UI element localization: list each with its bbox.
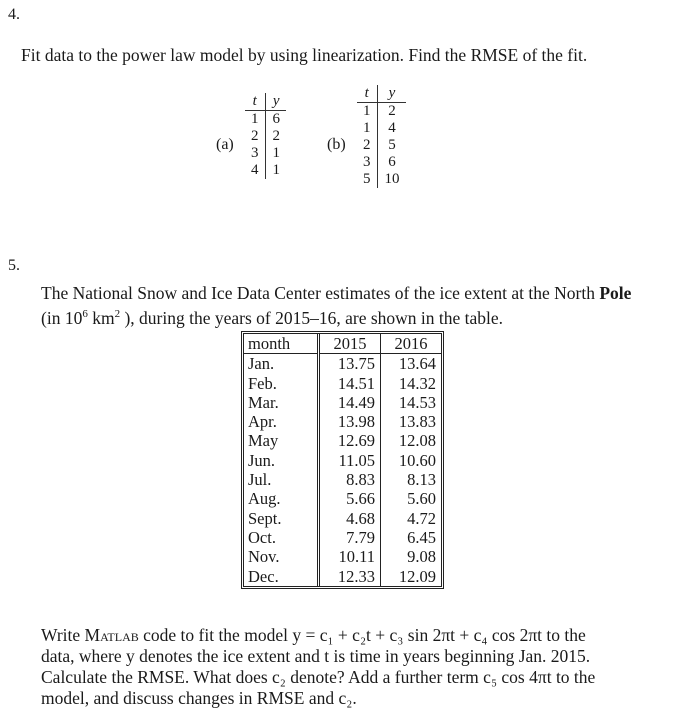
month-cell: Aug.	[244, 489, 319, 508]
ice-row	[244, 374, 441, 393]
month-cell: Sept.	[244, 509, 319, 528]
month-cell: May	[244, 431, 319, 450]
extent-cell: 9.08	[407, 547, 436, 567]
table-cell: 10	[384, 171, 400, 187]
month-cell: Apr.	[244, 412, 319, 431]
header-cell: y	[377, 85, 406, 103]
table-row	[357, 171, 406, 188]
table-cell: 4	[388, 120, 396, 136]
problem-5-number: 5.	[8, 257, 20, 274]
table-cell: 2	[245, 128, 265, 145]
extent-cell: 14.49	[319, 393, 381, 412]
table-row	[245, 128, 286, 145]
extent-cell: 5.60	[407, 489, 436, 509]
ice-header-cell: 2016	[381, 334, 442, 354]
month-cell: Dec.	[244, 567, 319, 586]
table-b-label: (b)	[327, 136, 346, 153]
extent-cell: 10.11	[319, 547, 381, 566]
table-row	[245, 162, 286, 179]
task-line-4: model, and discuss changes in RMSE and c₂.	[41, 688, 357, 708]
ice-row	[244, 567, 441, 586]
table-row	[357, 137, 406, 154]
ice-row	[244, 470, 441, 489]
table-cell: 2	[388, 103, 396, 119]
table-row	[357, 103, 406, 121]
extent-cell: 13.64	[398, 354, 436, 374]
extent-cell: 4.72	[407, 508, 436, 528]
problem-5-intro: The National Snow and Ice Data Center estimates of the ice extent at the North Pole (in $10^6$ $km^2$ ), during the years of 2015–16, are shown in the table.	[41, 283, 632, 328]
table-a	[245, 93, 286, 179]
extent-cell: 13.83	[398, 412, 436, 432]
month-cell: Jul.	[244, 470, 319, 489]
task-line-3: Calculate the RMSE. What does c₂ denote? Add a further term c₅ cos 4πt to the	[41, 667, 596, 687]
extent-cell: 6.45	[407, 527, 436, 547]
ice-row	[244, 509, 441, 528]
month-cell: Jun.	[244, 451, 319, 470]
month-cell: Feb.	[244, 374, 319, 393]
extent-cell: 10.60	[398, 450, 436, 470]
extent-cell: 12.08	[398, 431, 436, 451]
ice-row	[244, 393, 441, 412]
extent-cell: 5.66	[319, 489, 381, 508]
month-cell: Oct.	[244, 528, 319, 547]
table-cell: 1	[245, 111, 265, 129]
table-cell: 3	[245, 145, 265, 162]
table-cell: 4	[245, 162, 265, 179]
task-line-2: data, where y denotes the ice extent and t is time in years beginning Jan. 2015.	[41, 646, 591, 666]
table-header-row	[357, 85, 406, 103]
ice-extent-table	[241, 331, 444, 589]
ice-header-cell: 2015	[319, 334, 381, 354]
extent-cell: 4.68	[319, 509, 381, 528]
table-cell: 2	[357, 137, 377, 154]
table-header-row	[245, 93, 286, 111]
header-cell: y	[265, 93, 286, 111]
extent-cell: 14.51	[319, 374, 381, 393]
table-row	[245, 111, 286, 129]
header-cell: t	[245, 93, 265, 111]
ice-row	[244, 547, 441, 566]
table-cell: 6	[388, 154, 396, 170]
extent-cell: 13.75	[319, 354, 381, 374]
header-cell: t	[357, 85, 377, 103]
table-a-label: (a)	[216, 136, 234, 153]
table-row	[245, 145, 286, 162]
extent-cell: 11.05	[319, 451, 381, 470]
table-cell: 1	[272, 162, 280, 178]
table-cell: 5	[388, 137, 396, 153]
month-cell: Mar.	[244, 393, 319, 412]
ice-row	[244, 431, 441, 450]
table-cell: 5	[357, 171, 377, 188]
month-cell: Nov.	[244, 547, 319, 566]
ice-header-cell: month	[244, 334, 319, 354]
table-row	[357, 120, 406, 137]
task-line-1: Write Matlab code to fit the model y = c₁ + c₂t + c₃ sin 2πt + c₄ cos 2πt to the	[41, 625, 586, 645]
table-cell: 1	[272, 145, 280, 161]
extent-cell: 8.83	[319, 470, 381, 489]
table-cell: 3	[357, 154, 377, 171]
extent-cell: 12.09	[398, 566, 436, 586]
pole-bold: Pole	[599, 283, 632, 303]
extent-cell: 12.33	[319, 567, 381, 586]
extent-cell: 7.79	[319, 528, 381, 547]
extent-cell: 14.32	[398, 373, 436, 393]
ice-row	[244, 354, 441, 374]
extent-cell: 13.98	[319, 412, 381, 431]
ice-row	[244, 528, 441, 547]
table-b	[357, 85, 406, 188]
table-cell: 1	[357, 103, 377, 121]
extent-cell: 14.53	[398, 392, 436, 412]
problem-5-task	[41, 625, 595, 709]
problem-4-statement: Fit data to the power law model by using linearization. Find the RMSE of the fit.	[21, 45, 588, 65]
table-cell: 6	[272, 111, 280, 127]
ice-header-row	[244, 334, 441, 354]
extent-cell: 12.69	[319, 431, 381, 450]
ice-row	[244, 451, 441, 470]
table-row	[357, 154, 406, 171]
matlab-name: Matlab	[84, 625, 139, 645]
ice-row	[244, 489, 441, 508]
month-cell: Jan.	[244, 354, 319, 374]
table-cell: 2	[272, 128, 280, 144]
extent-cell: 8.13	[407, 470, 436, 490]
problem-4-number: 4.	[8, 6, 20, 23]
table-cell: 1	[357, 120, 377, 137]
ice-row	[244, 412, 441, 431]
